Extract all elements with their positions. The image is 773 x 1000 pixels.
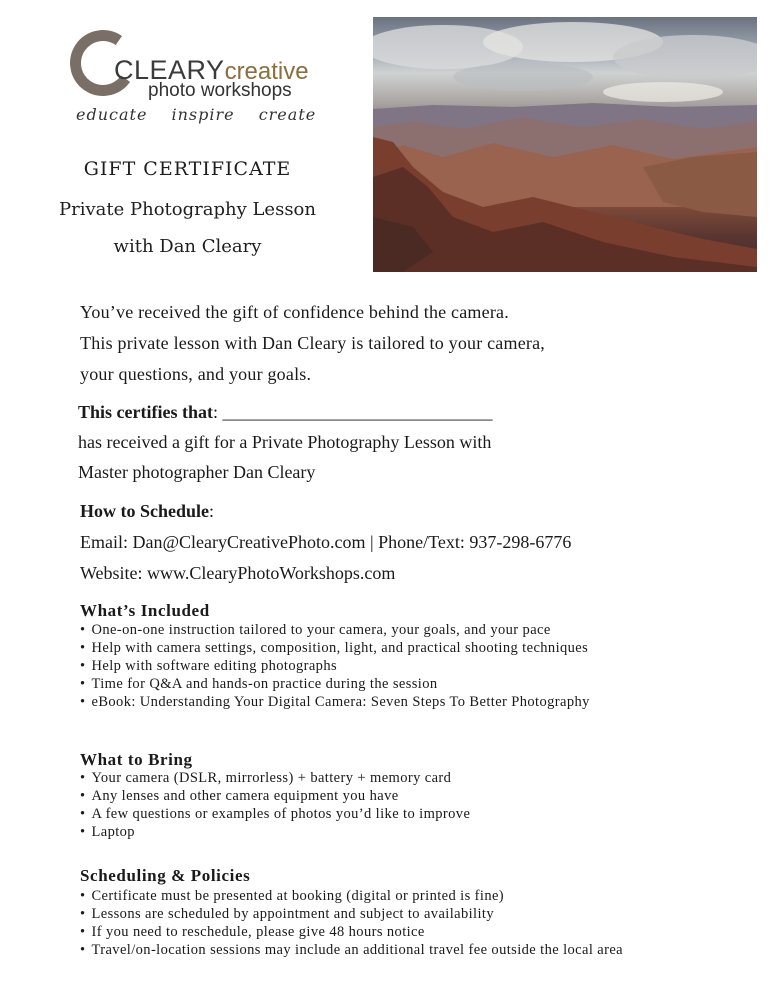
schedule-colon: : [209, 501, 215, 521]
certificate-title: GIFT CERTIFICATE [83, 158, 292, 180]
logo-name-light: creative [224, 58, 309, 85]
policies-heading: Scheduling & Policies [80, 866, 251, 885]
company-logo [70, 28, 317, 128]
included-list [80, 621, 590, 711]
schedule-heading [80, 501, 214, 522]
canyon-landscape-icon [373, 17, 757, 272]
bring-item: • Laptop [80, 823, 470, 841]
policy-item: • Lessons are scheduled by appointment and subject to availability [80, 905, 623, 923]
policy-item: • If you need to reschedule, please give 48 hours notice [80, 923, 623, 941]
certifies-text-2: Master photographer Dan Cleary [78, 462, 316, 482]
included-heading: What’s Included [80, 601, 210, 620]
policy-item: • Travel/on-location sessions may include an additional travel fee outside the local area [80, 941, 623, 959]
policy-item: • Certificate must be presented at booking (digital or printed is fine) [80, 887, 623, 905]
included-item: • One-on-one instruction tailored to your camera, your goals, and your pace [80, 621, 590, 639]
schedule-label: How to Schedule [80, 501, 210, 521]
included-item: • Time for Q&A and hands-on practice during the session [80, 675, 590, 693]
included-item: • eBook: Understanding Your Digital Camera: Seven Steps To Better Photography [80, 693, 590, 711]
contact-info: Email: Dan@ClearyCreativePhoto.com | Phone/Text: 937-298-6776 [80, 532, 572, 552]
certifies-label: This certifies that [78, 402, 213, 422]
bring-item: • Any lenses and other camera equipment you have [80, 787, 470, 805]
grand-canyon-photo [373, 17, 757, 272]
logo-tagline: educate inspire create [76, 105, 317, 124]
intro-line-1: You’ve received the gift of confidence behind the camera. [80, 302, 509, 322]
intro-line-3: your questions, and your goals. [80, 364, 312, 384]
intro-line-2: This private lesson with Dan Cleary is tailored to your camera, [80, 333, 545, 353]
certificate-with: with Dan Cleary [113, 236, 262, 257]
bring-item: • Your camera (DSLR, mirrorless) + battery + memory card [80, 769, 470, 787]
included-item: • Help with camera settings, composition, light, and practical shooting techniques [80, 639, 590, 657]
certifies-line [78, 402, 493, 423]
logo-subtitle: photo workshops [148, 80, 292, 101]
recipient-name-blank[interactable]: : ______________________________ [212, 402, 493, 422]
certificate-subtitle: Private Photography Lesson [59, 199, 316, 220]
bring-item: • A few questions or examples of photos you’d like to improve [80, 805, 470, 823]
website-info: Website: www.ClearyPhotoWorkshops.com [80, 563, 396, 583]
logo-name-bold: CLEARY [114, 55, 225, 85]
bring-heading: What to Bring [80, 750, 193, 769]
included-item: • Help with software editing photographs [80, 657, 590, 675]
certifies-text-1: has received a gift for a Private Photography Lesson with [78, 432, 492, 452]
policies-list [80, 887, 623, 959]
bring-list [80, 769, 470, 841]
